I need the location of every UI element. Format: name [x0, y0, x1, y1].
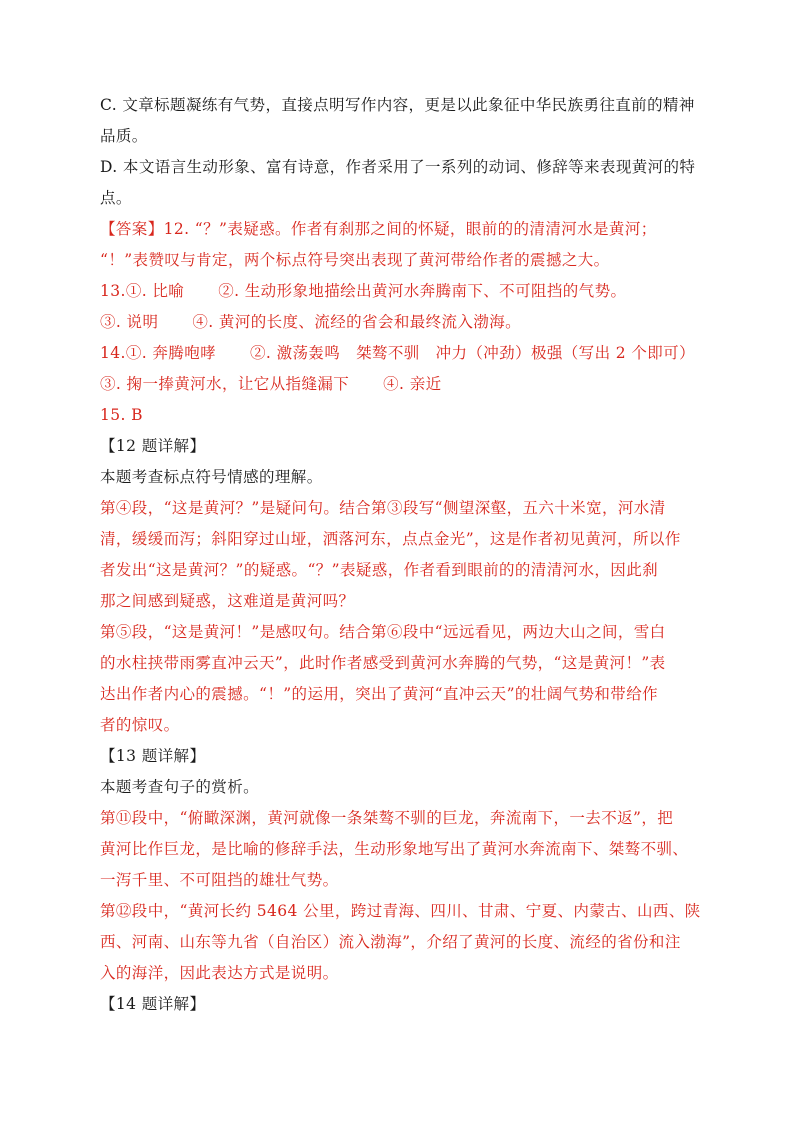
answer-line-2: “！”表赞叹与肯定，两个标点符号突出表现了黄河带给作者的震撼之大。 [100, 251, 610, 269]
answer-q13-line-1 [100, 276, 702, 307]
detail12-p3-line-3: 达出作者内心的震撼。“！”的运用，突出了黄河“直冲云天”的壮阔气势和带给作 [100, 685, 658, 703]
detail12-p2-line-2: 清，缓缓而泻；斜阳穿过山垭，洒落河东，点点金光”，这是作者初见黄河，所以作 [100, 530, 681, 548]
option-d-line-1: D. 本文语言生动形象、富有诗意，作者采用了一系列的动词、修辞等来表现黄河的特 [100, 158, 696, 176]
answer-q14-item-2: ②. 激荡轰鸣 桀骜不驯 冲力（冲劲）极强（写出 2 个即可） [250, 344, 695, 362]
option-c-line-2: 品质。 [100, 127, 148, 145]
answer-q13-item-4: ④. 黄河的长度、流经的省会和最终流入渤海。 [192, 313, 522, 331]
answer-q13-item-1: 13.①. 比喻 [100, 282, 185, 300]
detail13-p3-line-2: 西、河南、山东等九省（自治区）流入渤海”，介绍了黄河的长度、流经的省份和注 [100, 933, 681, 951]
answer-line-1: 【答案】12. “？”表疑惑。作者有刹那之间的怀疑，眼前的的清清河水是黄河； [100, 220, 657, 238]
document-page [100, 90, 702, 1020]
detail12-heading: 【12 题详解】 [100, 437, 206, 455]
answer-q14-line-1 [100, 338, 702, 369]
detail13-p2-line-1: 第⑪段中，“俯瞰深渊，黄河就像一条桀骜不驯的巨龙，奔流南下，一去不返”，把 [100, 809, 674, 827]
detail14-heading: 【14 题详解】 [100, 995, 206, 1013]
detail12-p3-line-2: 的水柱挟带雨雾直冲云天”，此时作者感受到黄河水奔腾的气势，“这是黄河！”表 [100, 654, 666, 672]
detail12-p3-line-4: 者的惊叹。 [100, 716, 180, 734]
detail13-p3-line-1: 第⑫段中，“黄河长约 5464 公里，跨过青海、四川、甘肃、宁夏、内蒙古、山西、陕 [100, 902, 701, 920]
answer-q13-line-2 [100, 307, 702, 338]
answer-q13-item-3: ③. 说明 [100, 313, 159, 331]
detail12-p3-line-1: 第⑤段，“这是黄河！”是感叹句。结合第⑥段中“远远看见，两边大山之间，雪白 [100, 623, 666, 641]
answer-q14-item-1: 14.①. 奔腾咆哮 [100, 344, 217, 362]
option-d-line-2: 点。 [100, 189, 132, 207]
detail12-p2-line-3: 者发出“这是黄河？”的疑惑。“？”表疑惑，作者看到眼前的的清清河水，因此刹 [100, 561, 658, 579]
detail12-intro: 本题考查标点符号情感的理解。 [100, 468, 323, 486]
detail13-p3-line-3: 入的海洋，因此表达方式是说明。 [100, 964, 339, 982]
answer-q14-item-3: ③. 掬一捧黄河水，让它从指缝漏下 [100, 375, 350, 393]
answer-q14-line-2 [100, 369, 702, 400]
answer-q14-item-4: ④. 亲近 [383, 375, 442, 393]
answer-q15: 15. B [100, 406, 143, 424]
detail12-p2-line-1: 第④段，“这是黄河？”是疑问句。结合第③段写“侧望深壑，五六十米宽，河水清 [100, 499, 666, 517]
detail13-heading: 【13 题详解】 [100, 747, 206, 765]
detail12-p2-line-4: 那之间感到疑惑，这难道是黄河吗？ [100, 592, 355, 610]
detail13-p2-line-2: 黄河比作巨龙，是比喻的修辞手法，生动形象地写出了黄河水奔流南下、桀骜不驯、 [100, 840, 689, 858]
detail13-p2-line-3: 一泻千里、不可阻挡的雄壮气势。 [100, 871, 339, 889]
detail13-intro: 本题考查句子的赏析。 [100, 778, 260, 796]
answer-q13-item-2: ②. 生动形象地描绘出黄河水奔腾南下、不可阻挡的气势。 [218, 282, 627, 300]
option-c-line-1: C. 文章标题凝练有气势，直接点明写作内容，更是以此象征中华民族勇往直前的精神 [100, 96, 695, 114]
